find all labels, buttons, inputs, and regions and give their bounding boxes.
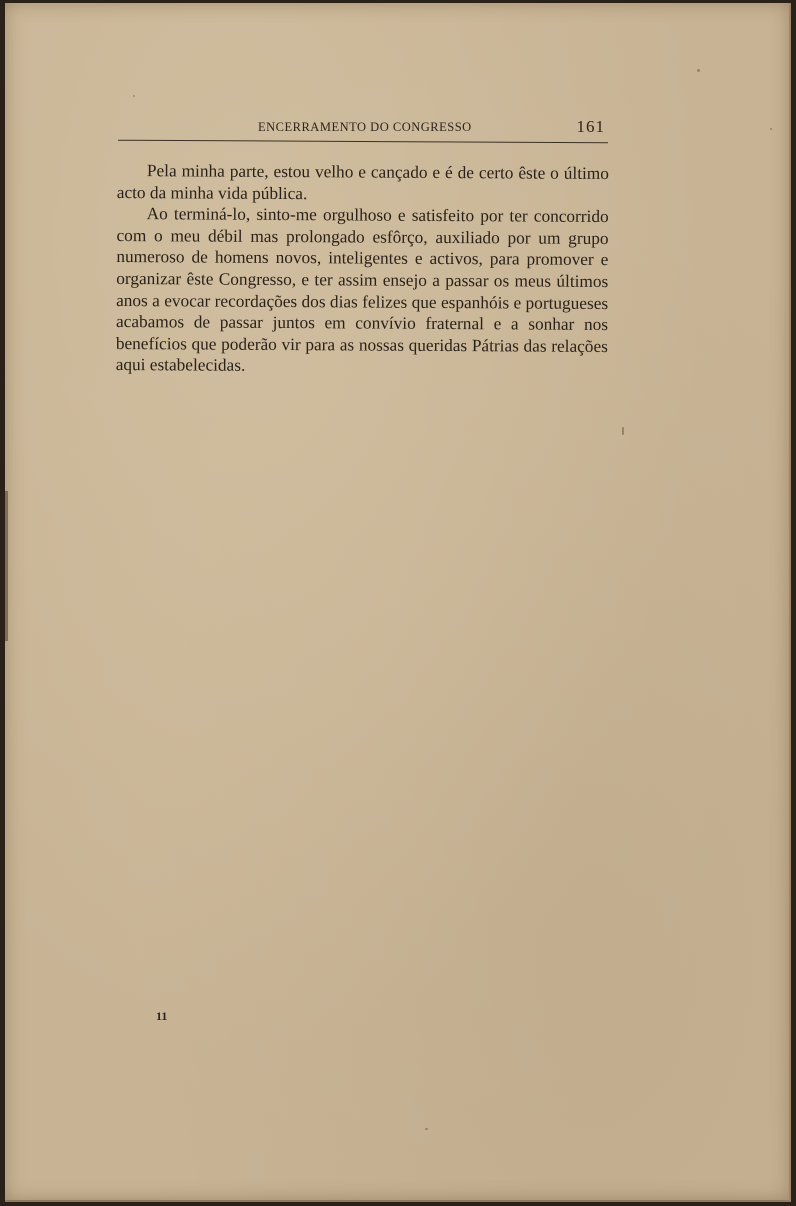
book-page (5, 3, 791, 1202)
page-number: 161 (576, 117, 605, 136)
paper-speck (425, 1128, 428, 1130)
paper-speck (133, 95, 135, 97)
paragraph-2: Ao terminá-lo, sinto-me orgulhoso e satisfeito por ter concorrido com o meu débil mas prolongado esfôrço, auxiliado por um grupo numeroso de homens novos, inteligentes e activos, para promover e organizar êste Congresso, e ter assim ensejo a passar os meus últimos anos a evocar recordações dos dias felizes que espanhóis e portugueses acabamos de passar juntos em convívio fraternal e a sonhar nos benefícios que poderão vir para as nossas queridas Pátrias das relações aqui estabelecidas. (115, 204, 609, 376)
paper-speck (697, 69, 700, 72)
body-text (116, 160, 609, 379)
signature-mark: 11 (156, 1009, 168, 1023)
paragraph-1: Pela minha parte, estou velho e cançado e é de certo êste o último acto da minha vida pública. (116, 161, 609, 203)
paper-speck (622, 427, 624, 435)
running-head (118, 117, 613, 141)
paper-speck (770, 128, 772, 130)
running-head-title: ENCERRAMENTO DO CONGRESSO (258, 120, 472, 134)
